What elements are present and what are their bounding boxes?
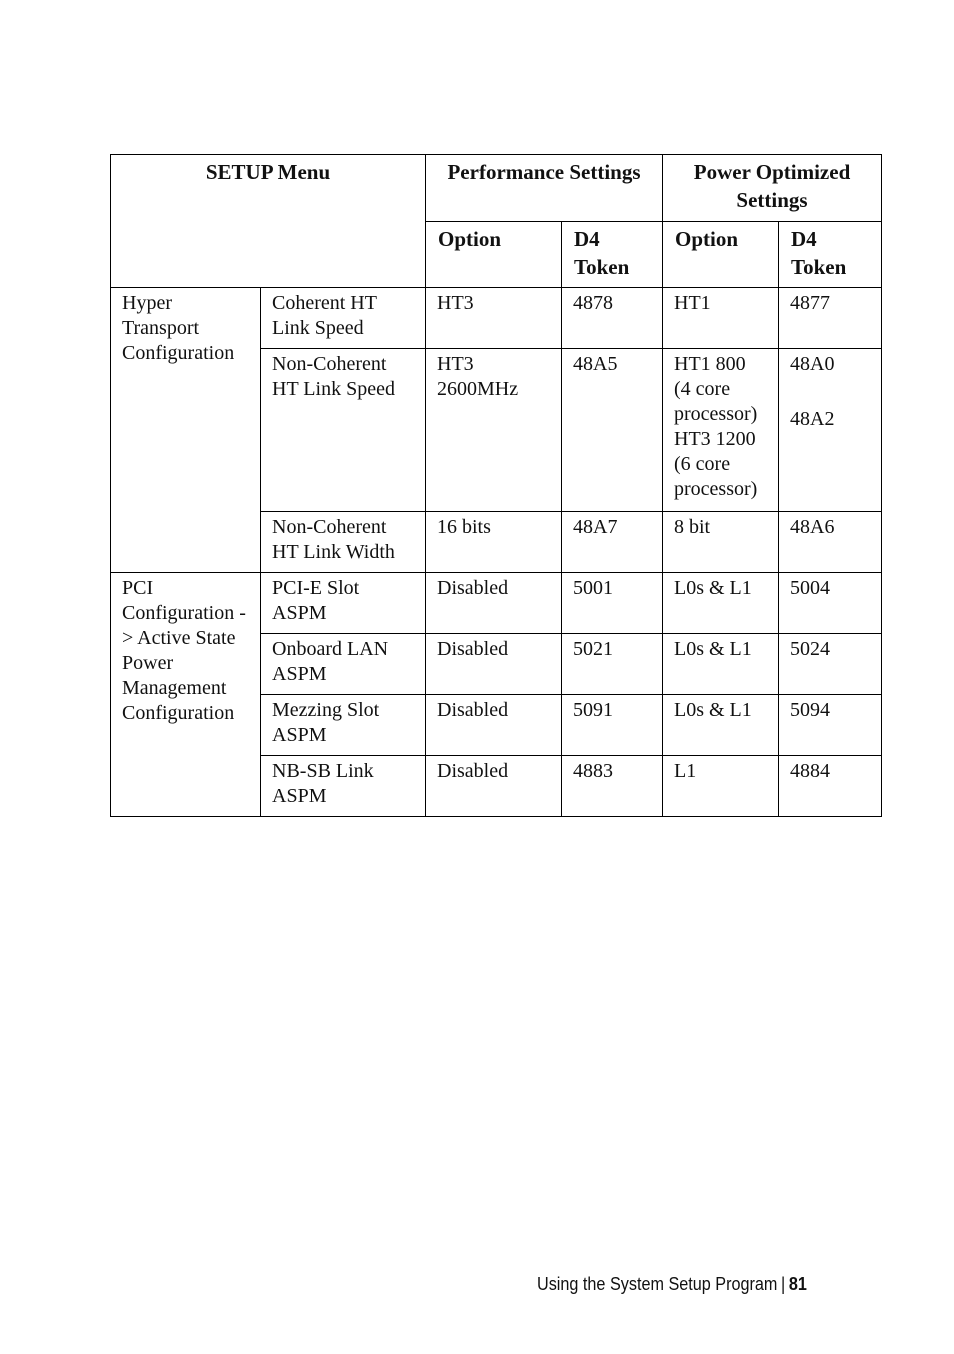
power-option: L1 (663, 756, 779, 817)
setting-name: Onboard LAN ASPM (261, 634, 426, 695)
power-token: 5094 (779, 695, 882, 756)
spacer (790, 377, 870, 407)
performance-token: 4878 (562, 288, 663, 349)
performance-token: 4883 (562, 756, 663, 817)
power-option-line: processor) (674, 478, 758, 500)
header-setup-menu: SETUP Menu (111, 155, 426, 288)
power-token: 4884 (779, 756, 882, 817)
power-token: 5004 (779, 573, 882, 634)
performance-option: Disabled (426, 695, 562, 756)
power-option: 8 bit (663, 512, 779, 573)
header-performance-settings: Performance Settings (426, 155, 663, 222)
performance-token: 5021 (562, 634, 663, 695)
setting-name: Non-Coherent HT Link Width (261, 512, 426, 573)
power-token: 48A6 (779, 512, 882, 573)
header-performance-d4-token: D4 Token (562, 222, 663, 288)
power-option: L0s & L1 (663, 634, 779, 695)
setting-name: PCI-E Slot ASPM (261, 573, 426, 634)
performance-token: 48A5 (562, 349, 663, 512)
group-pci-configuration: PCI Configuration -> Active State Power Management Configuration (111, 573, 261, 817)
performance-option: Disabled (426, 634, 562, 695)
power-token-line: 48A2 (790, 408, 835, 430)
setup-settings-table (110, 154, 882, 817)
power-token (779, 349, 882, 512)
header-power-optimized-settings: Power Optimized Settings (663, 155, 882, 222)
header-performance-option: Option (426, 222, 562, 288)
power-option-line: (4 core (674, 378, 731, 400)
power-option-line: processor) (674, 403, 758, 425)
performance-token: 48A7 (562, 512, 663, 573)
power-option: L0s & L1 (663, 695, 779, 756)
table-row (111, 573, 882, 634)
performance-option: 16 bits (426, 512, 562, 573)
power-token-line: 48A0 (790, 353, 835, 375)
power-option-line: (6 core (674, 453, 731, 475)
setting-name: Mezzing Slot ASPM (261, 695, 426, 756)
header-power-d4-token: D4 Token (779, 222, 882, 288)
setting-name: Coherent HT Link Speed (261, 288, 426, 349)
power-token: 5024 (779, 634, 882, 695)
performance-option: HT3 (426, 288, 562, 349)
performance-token: 5091 (562, 695, 663, 756)
performance-token: 5001 (562, 573, 663, 634)
header-power-option: Option (663, 222, 779, 288)
power-option-line: HT1 800 (674, 353, 746, 375)
setting-name: Non-Coherent HT Link Speed (261, 349, 426, 512)
performance-option: HT3 2600MHz (426, 349, 562, 512)
setting-name: NB-SB Link ASPM (261, 756, 426, 817)
power-option: L0s & L1 (663, 573, 779, 634)
footer-separator: | (781, 1274, 786, 1294)
table-row (111, 288, 882, 349)
power-option-line: HT3 1200 (674, 428, 756, 450)
footer-section-title: Using the System Setup Program (537, 1274, 778, 1294)
page-number: 81 (788, 1274, 807, 1294)
power-option (663, 349, 779, 512)
performance-option: Disabled (426, 573, 562, 634)
performance-option: Disabled (426, 756, 562, 817)
power-option: HT1 (663, 288, 779, 349)
power-token: 4877 (779, 288, 882, 349)
group-hyper-transport: Hyper Transport Configuration (111, 288, 261, 573)
page-footer (537, 1272, 809, 1296)
